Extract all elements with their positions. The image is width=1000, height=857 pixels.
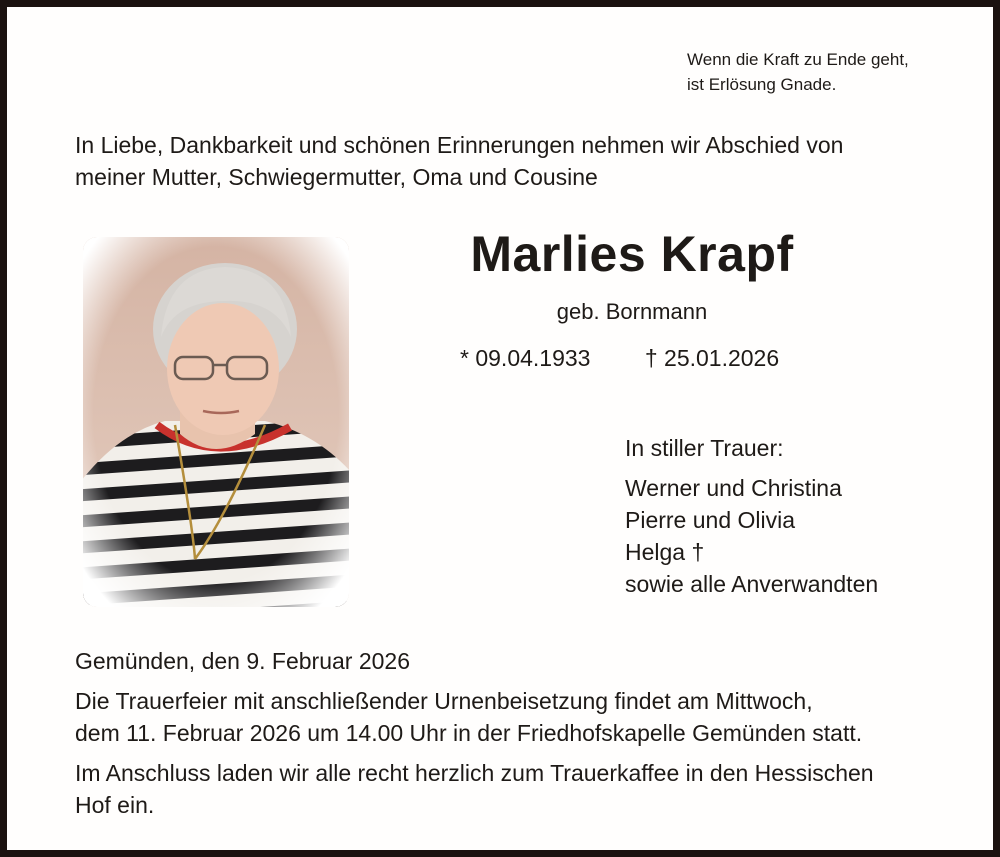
birth-name: geb. Bornmann bbox=[556, 299, 708, 324]
intro-line: meiner Mutter, Schwiegermutter, Oma und Cousine bbox=[75, 164, 598, 190]
intro-text bbox=[75, 129, 843, 193]
mourner-name: Helga † bbox=[625, 539, 705, 565]
funeral-details bbox=[75, 645, 874, 821]
coffee-line: Hof ein. bbox=[75, 792, 155, 818]
place-date: Gemünden, den 9. Februar 2026 bbox=[75, 648, 411, 674]
service-line: dem 11. Februar 2026 um 14.00 Uhr in der Friedhofskapelle Gemünden statt. bbox=[75, 720, 863, 746]
mourner-name: sowie alle Anverwandten bbox=[625, 571, 879, 597]
service-line: Die Trauerfeier mit anschließender Urnenbeisetzung findet am Mittwoch, bbox=[75, 688, 813, 714]
mourners-block bbox=[625, 432, 878, 600]
death-date: † 25.01.2026 bbox=[644, 345, 780, 371]
mourner-name: Werner und Christina bbox=[625, 475, 842, 501]
life-dates bbox=[460, 345, 779, 372]
mourners-heading: In stiller Trauer: bbox=[625, 435, 784, 461]
motto-line: Wenn die Kraft zu Ende geht, bbox=[687, 50, 909, 69]
motto-line: ist Erlösung Gnade. bbox=[687, 75, 837, 94]
portrait-photo bbox=[75, 229, 357, 614]
mourner-name: Pierre und Olivia bbox=[625, 507, 796, 533]
motto bbox=[687, 47, 909, 97]
deceased-name: Marlies Krapf bbox=[470, 226, 794, 282]
birth-date: * 09.04.1933 bbox=[460, 345, 591, 371]
coffee-line: Im Anschluss laden wir alle recht herzlich zum Trauerkaffee in den Hessischen bbox=[75, 760, 874, 786]
intro-line: In Liebe, Dankbarkeit und schönen Erinnerungen nehmen wir Abschied von bbox=[75, 132, 844, 158]
